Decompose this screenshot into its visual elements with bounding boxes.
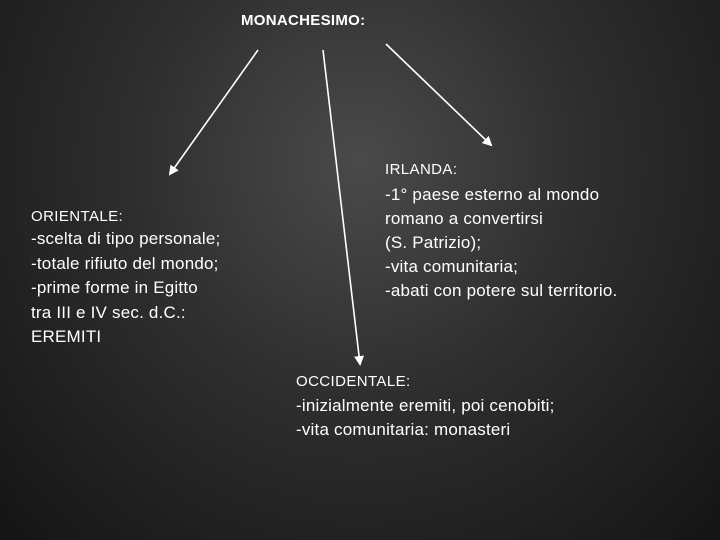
orientale-line: tra III e IV sec. d.C.: bbox=[31, 302, 186, 322]
orientale-line: -totale rifiuto del mondo; bbox=[31, 253, 219, 273]
irlanda-heading: IRLANDA: bbox=[385, 161, 458, 178]
irlanda-line: (S. Patrizio); bbox=[385, 233, 482, 252]
diagram-title: MONACHESIMO: bbox=[241, 12, 366, 29]
orientale-line: EREMITI bbox=[31, 327, 102, 346]
orientale-heading: ORIENTALE: bbox=[31, 208, 124, 225]
occidentale-line: -inizialmente eremiti, poi cenobiti; bbox=[296, 396, 555, 415]
occidentale-heading: OCCIDENTALE: bbox=[296, 373, 411, 390]
irlanda-line: -vita comunitaria; bbox=[385, 257, 519, 276]
irlanda-line: -abati con potere sul territorio. bbox=[385, 281, 618, 300]
occidentale-line: -vita comunitaria: monasteri bbox=[296, 420, 511, 439]
irlanda-line: romano a convertirsi bbox=[385, 209, 544, 228]
arrow-to-orientale bbox=[170, 50, 258, 174]
orientale-block bbox=[31, 207, 220, 350]
irlanda-block bbox=[385, 160, 617, 303]
orientale-line: -prime forme in Egitto bbox=[31, 278, 198, 297]
occidentale-block bbox=[296, 372, 555, 442]
arrow-to-irlanda bbox=[386, 44, 491, 145]
irlanda-line: -1° paese esterno al mondo bbox=[385, 185, 600, 204]
orientale-line: -scelta di tipo personale; bbox=[31, 229, 221, 248]
arrow-to-occidentale bbox=[323, 50, 360, 364]
